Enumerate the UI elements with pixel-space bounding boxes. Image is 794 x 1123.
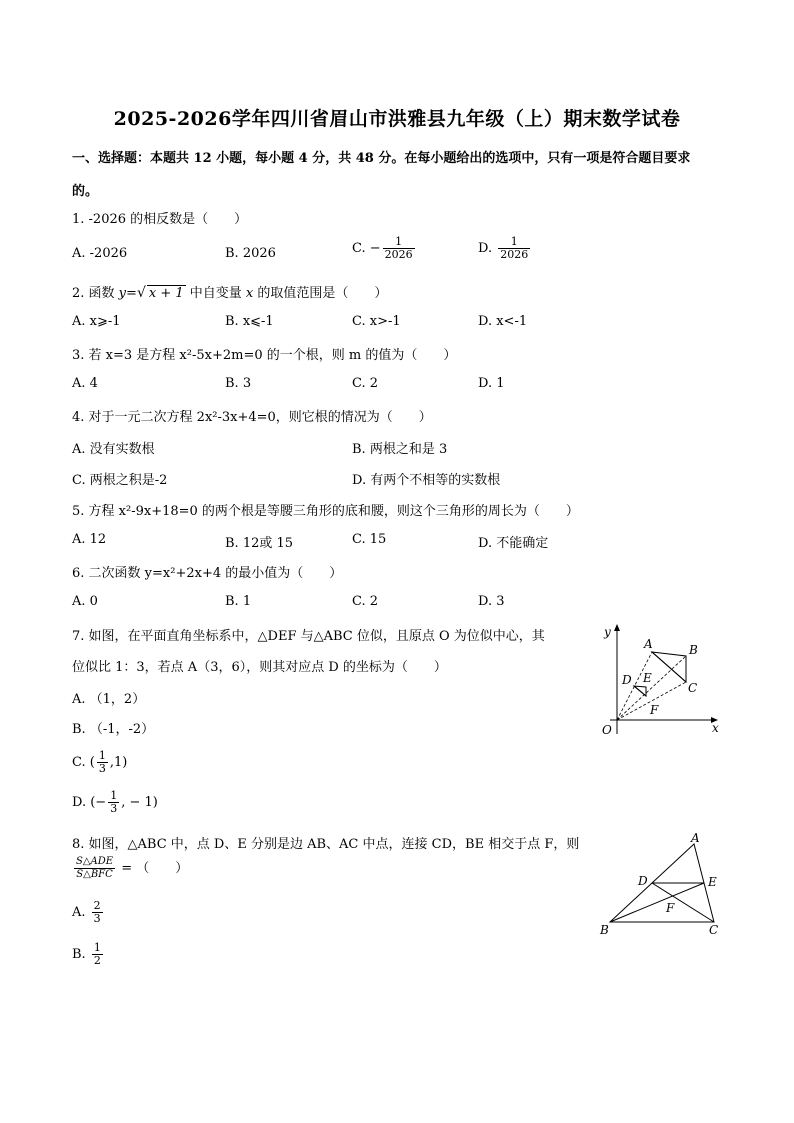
label-e: E <box>708 875 717 889</box>
y-axis-arrow <box>614 624 620 631</box>
q2-stem-pre: 2. 函数 <box>72 286 119 301</box>
q1-option-c-sign: − <box>369 241 381 256</box>
fraction-numerator: S△ADE <box>76 856 114 867</box>
q7-option-d[interactable] <box>72 790 158 815</box>
q2-eq: = <box>126 286 137 301</box>
q8-ratio-tail: = （ ） <box>117 861 189 876</box>
fraction-denominator: 2 <box>93 954 101 967</box>
label-d: D <box>622 673 632 687</box>
q3-stem: 3. 若 x=3 是方程 x²-5x+2m=0 的一个根，则 m 的值为（ ） <box>72 348 457 363</box>
fraction-numerator: 1 <box>383 236 415 249</box>
label-f: F <box>666 901 675 915</box>
q5-option-c[interactable]: C. 15 <box>352 532 387 547</box>
q1-stem: 1. -2026 的相反数是（ ） <box>72 212 248 227</box>
label-b: B <box>600 923 609 937</box>
q7-option-c-fraction <box>97 750 108 775</box>
q1-option-d-fraction <box>498 236 530 261</box>
q8-option-a[interactable] <box>72 900 105 925</box>
q8-ratio-expression <box>72 856 188 881</box>
label-d: D <box>638 874 648 888</box>
q5-stem: 5. 方程 x²-9x+18=0 的两个根是等腰三角形的底和腰，则这个三角形的周长为（ ） <box>72 504 579 519</box>
q4-option-d[interactable]: D. 有两个不相等的实数根 <box>352 473 501 488</box>
q1-option-c-prefix: C. <box>352 241 366 256</box>
q2-stem <box>72 282 387 301</box>
q7-option-d-prefix: D. (− <box>72 795 107 810</box>
q2-option-b[interactable]: B. x⩽-1 <box>225 314 274 329</box>
q1-option-c-fraction <box>383 236 415 261</box>
q3-option-c[interactable]: C. 2 <box>352 376 379 391</box>
segment-cd <box>652 883 714 922</box>
fraction-denominator: 3 <box>110 802 118 815</box>
fraction-denominator: 3 <box>93 912 101 925</box>
q8-triangle-figure <box>596 830 726 940</box>
q1-option-c[interactable] <box>352 236 417 261</box>
fraction-numerator: 1 <box>98 749 106 762</box>
q2-option-a[interactable]: A. x⩾-1 <box>72 314 121 329</box>
q6-option-c[interactable]: C. 2 <box>352 594 379 609</box>
label-f: F <box>650 703 659 717</box>
q7-stem-line1: 7. 如图，在平面直角坐标系中，△DEF 与△ABC 位似，且原点 O 为位似中心，其 <box>72 629 545 644</box>
fraction-denominator: 3 <box>98 762 106 775</box>
label-y: y <box>604 625 611 639</box>
q6-stem: 6. 二次函数 y=x²+2x+4 的最小值为（ ） <box>72 566 343 581</box>
label-a: A <box>644 637 653 651</box>
q7-option-c-suffix: ,1) <box>109 755 128 770</box>
q6-option-d[interactable]: D. 3 <box>478 594 505 609</box>
fraction-numerator: 1 <box>498 236 530 249</box>
sqrt-symbol: √ <box>136 285 146 301</box>
label-a: A <box>691 831 700 845</box>
label-c: C <box>709 923 719 937</box>
fraction-numerator: 1 <box>110 789 118 802</box>
q1-option-a[interactable]: A. -2026 <box>72 246 128 261</box>
q6-option-a[interactable]: A. 0 <box>72 594 98 609</box>
q1-option-d[interactable] <box>478 236 532 261</box>
label-c: C <box>688 681 698 695</box>
fraction-denominator: S△BFC <box>76 869 113 880</box>
q7-option-d-fraction <box>108 790 119 815</box>
q3-option-d[interactable]: D. 1 <box>478 376 505 391</box>
q4-option-c[interactable]: C. 两根之积是-2 <box>72 473 168 488</box>
q1-option-d-prefix: D. <box>478 241 493 256</box>
fraction-numerator: 2 <box>93 899 101 912</box>
q7-option-c-prefix: C. ( <box>72 755 95 770</box>
q7-stem-line2: 位似比 1：3，若点 A（3，6），则其对应点 D 的坐标为（ ） <box>72 660 447 675</box>
segment-be <box>610 883 704 922</box>
q5-option-d[interactable]: D. 不能确定 <box>478 536 549 551</box>
section-header-line1: 一、选择题：本题共 12 小题，每小题 4 分，共 48 分。在每小题给出的选项中，只有一项是符合题目要求 <box>72 151 691 166</box>
q5-option-b[interactable]: B. 12或 15 <box>225 536 294 551</box>
q8-option-b-fraction <box>92 942 103 967</box>
q2-option-c[interactable]: C. x>-1 <box>352 314 401 329</box>
q7-option-c[interactable] <box>72 750 127 775</box>
q2-stem-end: 的取值范围是（ ） <box>253 286 388 301</box>
q8-area-ratio-fraction <box>74 856 115 881</box>
q4-stem: 4. 对于一元二次方程 2x²-3x+4=0，则它根的情况为（ ） <box>72 410 432 425</box>
q8-option-a-prefix: A. <box>72 905 86 920</box>
segment-ac <box>652 652 686 682</box>
q4-option-b[interactable]: B. 两根之和是 3 <box>352 442 448 457</box>
q4-option-a[interactable]: A. 没有实数根 <box>72 442 155 457</box>
q7-option-b[interactable]: B. （-1，-2） <box>72 722 155 737</box>
q5-option-a[interactable]: A. 12 <box>72 532 107 547</box>
q8-option-b-prefix: B. <box>72 947 86 962</box>
section-header-line2: 的。 <box>72 184 99 199</box>
q2-var-x: x <box>245 286 254 301</box>
label-o: O <box>602 723 612 737</box>
q7-coordinate-figure <box>590 622 730 742</box>
q2-stem-post: 中自变量 <box>185 286 246 301</box>
q2-var-y: y <box>118 286 127 301</box>
fraction-denominator: 2026 <box>500 248 529 261</box>
q7-option-a[interactable]: A. （1，2） <box>72 692 146 707</box>
q2-option-d[interactable]: D. x<-1 <box>478 314 528 329</box>
page-title: 2025-2026学年四川省眉山市洪雅县九年级（上）期末数学试卷 <box>113 108 681 130</box>
q1-option-b[interactable]: B. 2026 <box>225 246 276 261</box>
label-b: B <box>689 643 698 657</box>
q2-radicand: x + 1 <box>148 286 184 301</box>
fraction-denominator: 2026 <box>384 248 413 261</box>
label-e: E <box>643 671 652 685</box>
q7-option-d-suffix: , − 1) <box>121 795 158 810</box>
q8-stem: 8. 如图，△ABC 中，点 D、E 分别是边 AB、AC 中点，连接 CD，BE 相交于点 F，则 <box>72 837 580 852</box>
fraction-numerator: 1 <box>93 941 101 954</box>
q8-option-a-fraction <box>92 900 103 925</box>
q3-option-b[interactable]: B. 3 <box>225 376 252 391</box>
q8-option-b[interactable] <box>72 942 105 967</box>
label-x: x <box>712 721 719 735</box>
q6-option-b[interactable]: B. 1 <box>225 594 252 609</box>
q3-option-a[interactable]: A. 4 <box>72 376 98 391</box>
